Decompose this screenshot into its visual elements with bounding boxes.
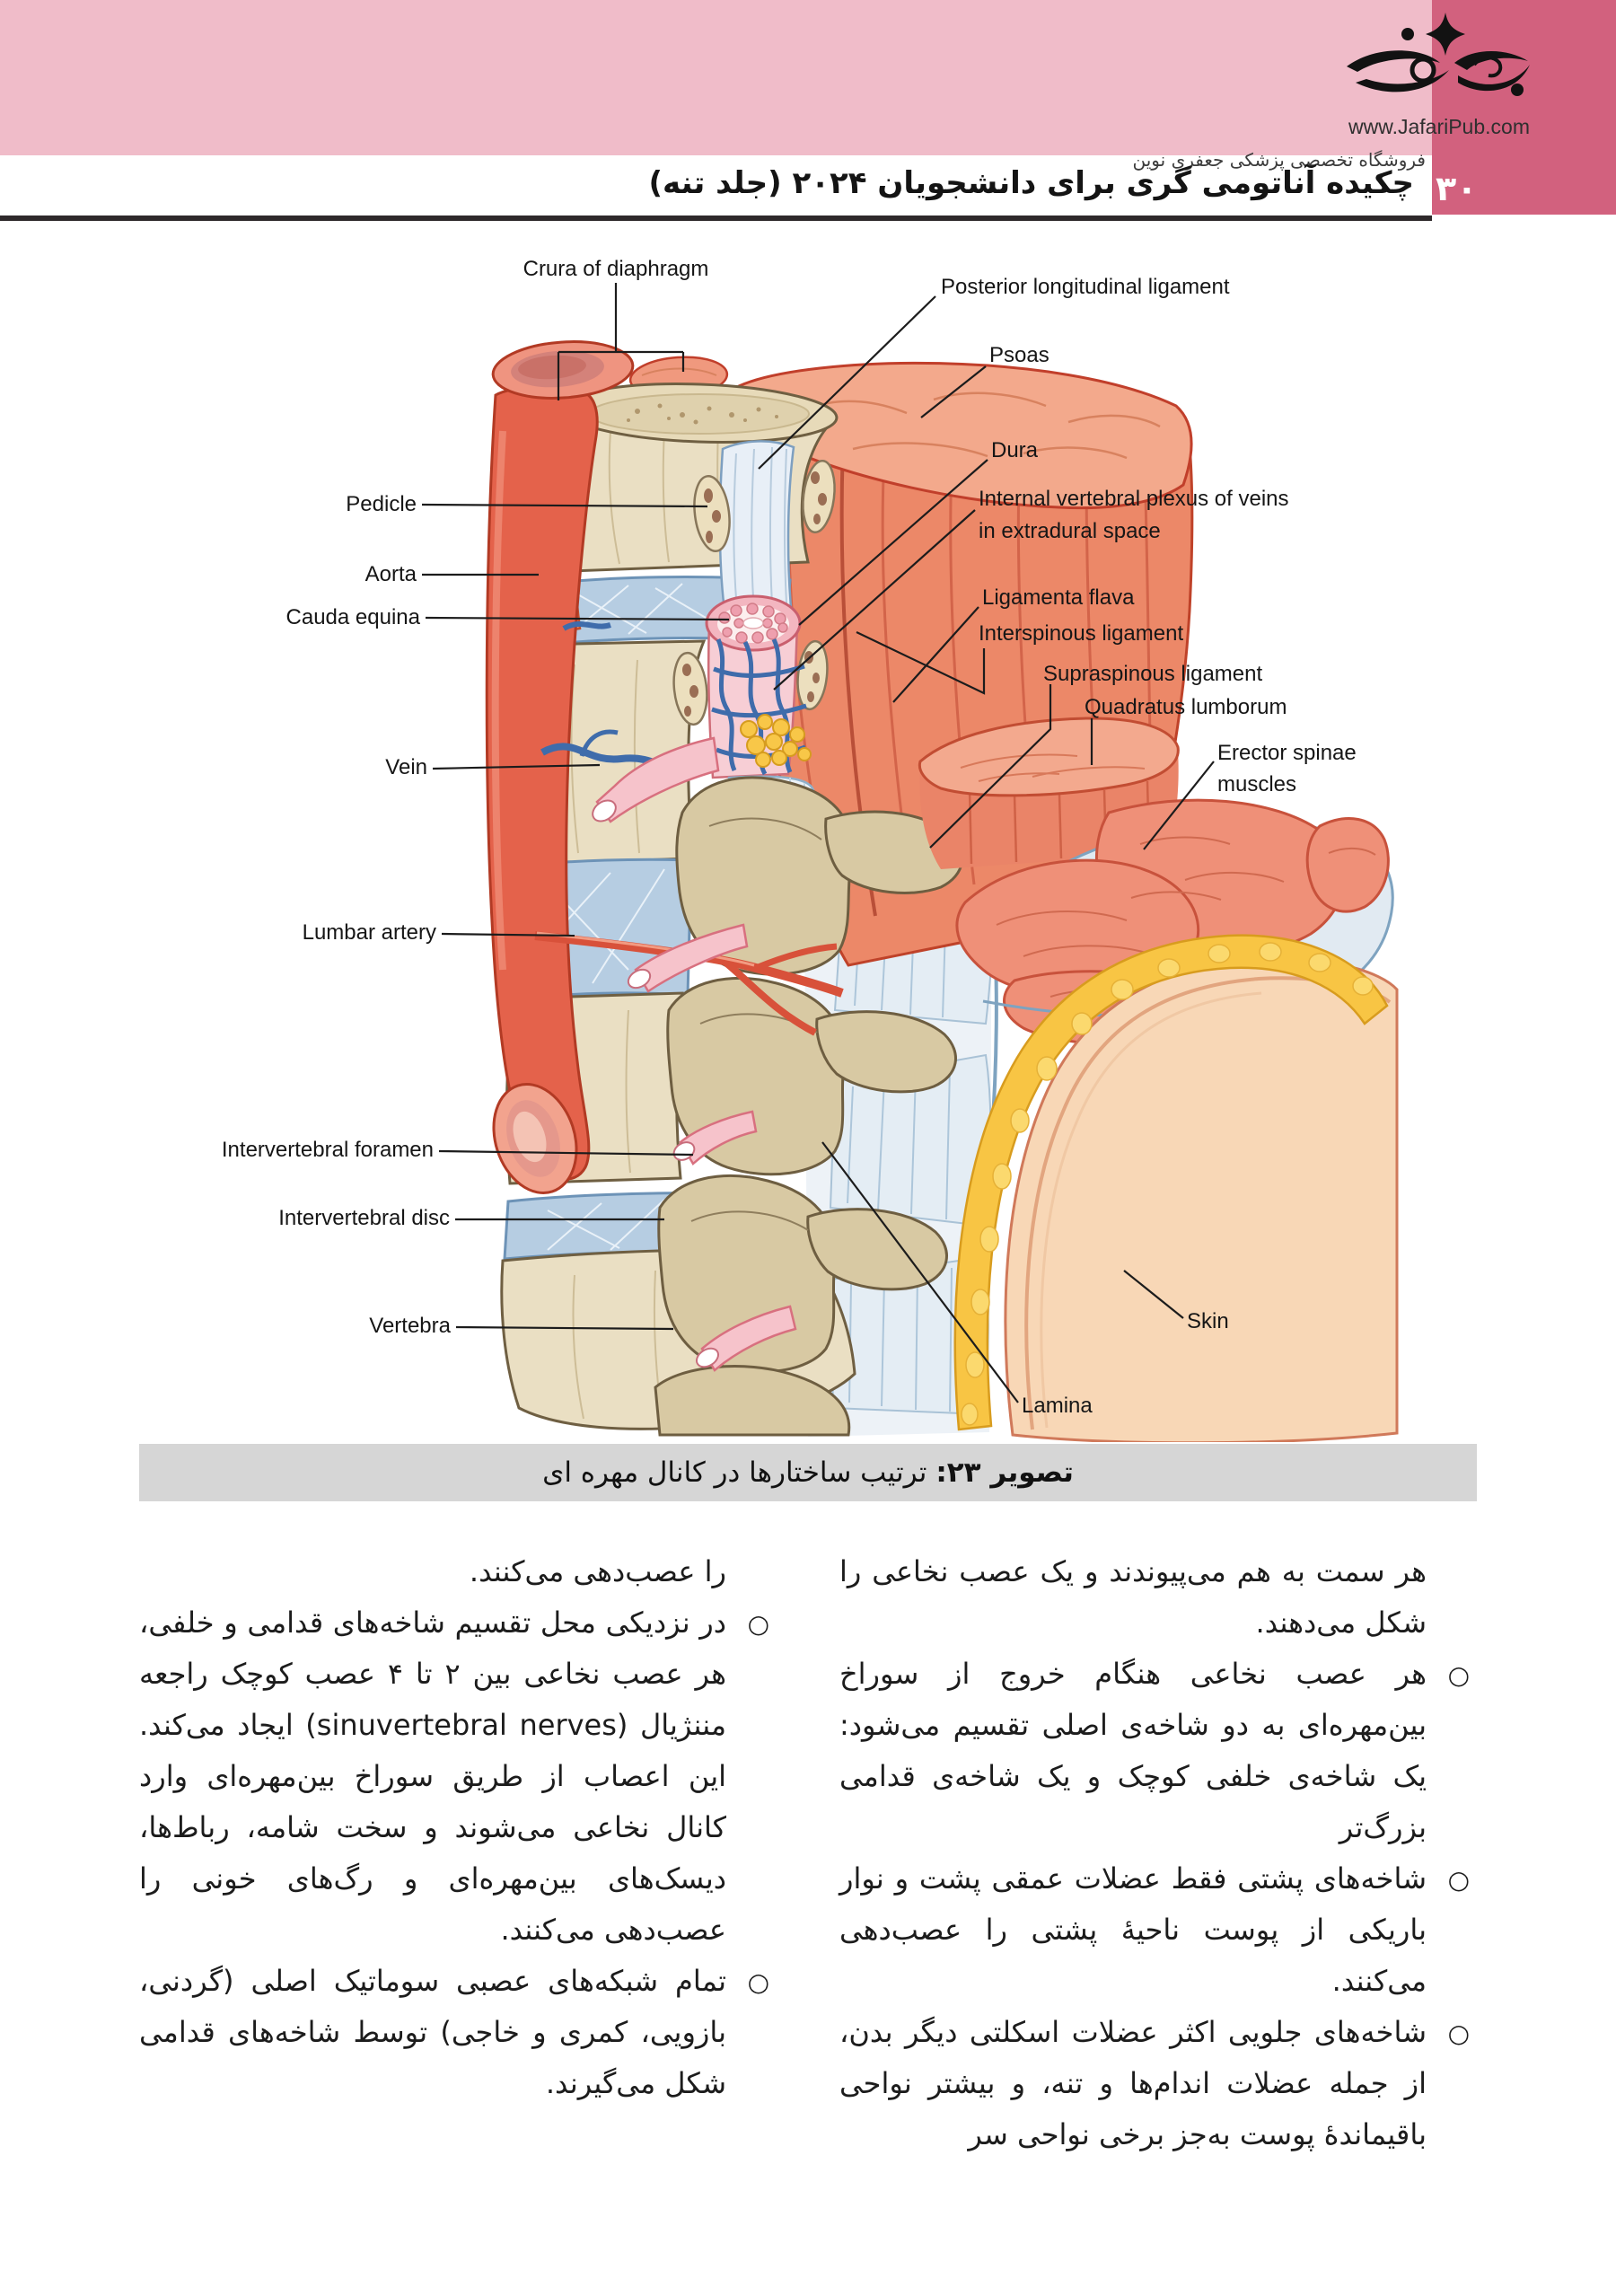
figure-caption (139, 1444, 1477, 1501)
column-right (839, 1546, 1477, 2160)
bullet-item (839, 1649, 1477, 1853)
figure-label-erector-line2: muscles (1217, 772, 1297, 796)
page-number: ۳۰ (1436, 169, 1478, 208)
figure-label-ivp-line2: in extradural space (979, 519, 1161, 543)
header-rule (0, 216, 1432, 221)
header-band-light (0, 0, 1432, 155)
logo-calligraphy-icon (1347, 13, 1530, 96)
figure-label-interspinous: Interspinous ligament (979, 621, 1184, 646)
paragraph-text: هر سمت به هم می‌پیوندند و یک عصب نخاعی را شکل می‌دهند. (839, 1554, 1427, 1640)
figure-label-cauda: Cauda equina (285, 605, 420, 629)
figure-label-crura: Crura of diaphragm (523, 257, 709, 281)
figure-label-quadratus: Quadratus lumborum (1085, 695, 1287, 719)
figure-label-pedicle: Pedicle (346, 492, 417, 516)
paragraph-text: شاخه‌های پشتی فقط عضلات عمقی پشت و نوار باریکی از پوست ناحیهٔ پشتی را عصب‌دهی می‌کنند. (839, 1861, 1427, 1998)
caption-number: تصویر ۲۳: (935, 1456, 1074, 1489)
figure-label-vertebra: Vertebra (369, 1314, 451, 1338)
figure-label-aorta: Aorta (364, 562, 417, 586)
paragraph-text: در نزدیکی محل تقسیم شاخه‌های قدامی و خلفی، هر عصب نخاعی بین ۲ تا ۴ عصب کوچک راجعه مننژیال (sinuvertebral nerves) ایجاد می‌کند. این اعصاب از طریق سوراخ بین‌مهره‌ای وارد کانال نخاعی می‌شوند و سخت شامه، رباط‌ها، دیسک‌های بین‌مهره‌ای و رگ‌های خونی را عصب‌دهی می‌کنند. (139, 1605, 727, 1947)
column-left (139, 1546, 777, 2160)
body-text (139, 1546, 1477, 2160)
paragraph-continuation (139, 1546, 777, 1597)
paragraph-text: شاخه‌های جلویی اکثر عضلات اسکلتی دیگر بدن، از جمله عضلات اندام‌ها و تنه، و بیشتر نواحی باقیماندهٔ پوست به‌جز برخی نواحی سر (839, 2015, 1427, 2151)
figure-label-foramen: Intervertebral foramen (221, 1138, 434, 1162)
bullet-icon: ○ (1447, 1865, 1470, 1895)
figure-label-dura: Dura (991, 438, 1039, 462)
figure-label-pll: Posterior longitudinal ligament (941, 275, 1230, 299)
figure-label-skin: Skin (1187, 1309, 1229, 1333)
figure-label-supraspinous: Supraspinous ligament (1043, 662, 1263, 686)
figure-label-erector-line1: Erector spinae (1217, 741, 1357, 765)
bullet-icon: ○ (747, 1967, 769, 1997)
bullet-item (139, 1597, 777, 1956)
figure-label-psoas: Psoas (989, 343, 1050, 367)
bullet-item (139, 1956, 777, 2109)
bullet-item (839, 1853, 1477, 2007)
publisher-logo (1339, 11, 1537, 111)
page-title: چکیده آناتومی گری برای دانشجویان ۲۰۲۴ (جلد تنه) (648, 165, 1414, 201)
bullet-icon: ○ (747, 1609, 769, 1639)
paragraph-text: تمام شبکه‌های عصبی سوماتیک اصلی (گردنی، بازویی، کمری و خاجی) توسط شاخه‌های قدامی شکل می‌گیرند. (139, 1964, 726, 2100)
bullet-item (839, 2007, 1477, 2160)
publisher-website: www.JafariPub.com (1348, 115, 1530, 138)
figure-label-ligamenta-flava: Ligamenta flava (982, 585, 1135, 610)
paragraph-text: را عصب‌دهی می‌کنند. (469, 1554, 726, 1588)
paragraph-text: هر عصب نخاعی هنگام خروج از سوراخ بین‌مهره‌ای به دو شاخه‌ی اصلی تقسیم می‌شود: یک شاخه‌ی خلفی کوچک و یک شاخه‌ی قدامی بزرگ‌تر (839, 1657, 1427, 1844)
bullet-icon: ○ (1447, 2019, 1470, 2048)
figure-label-lamina: Lamina (1022, 1394, 1093, 1418)
figure-label-lumbar-artery: Lumbar artery (302, 920, 436, 945)
figure-illustration (0, 224, 1616, 1442)
figure-label-vein: Vein (385, 755, 427, 779)
paragraph-continuation (839, 1546, 1477, 1649)
store-watermark: فروشگاه تخصصی پزشکی جعفری نوین (1132, 149, 1426, 171)
figure-label-disc: Intervertebral disc (278, 1206, 450, 1230)
bullet-icon: ○ (1447, 1660, 1470, 1690)
figure-label-ivp-line1: Internal vertebral plexus of veins (979, 487, 1289, 511)
caption-text: ترتیب ساختارها در کانال مهره ای (542, 1456, 927, 1489)
